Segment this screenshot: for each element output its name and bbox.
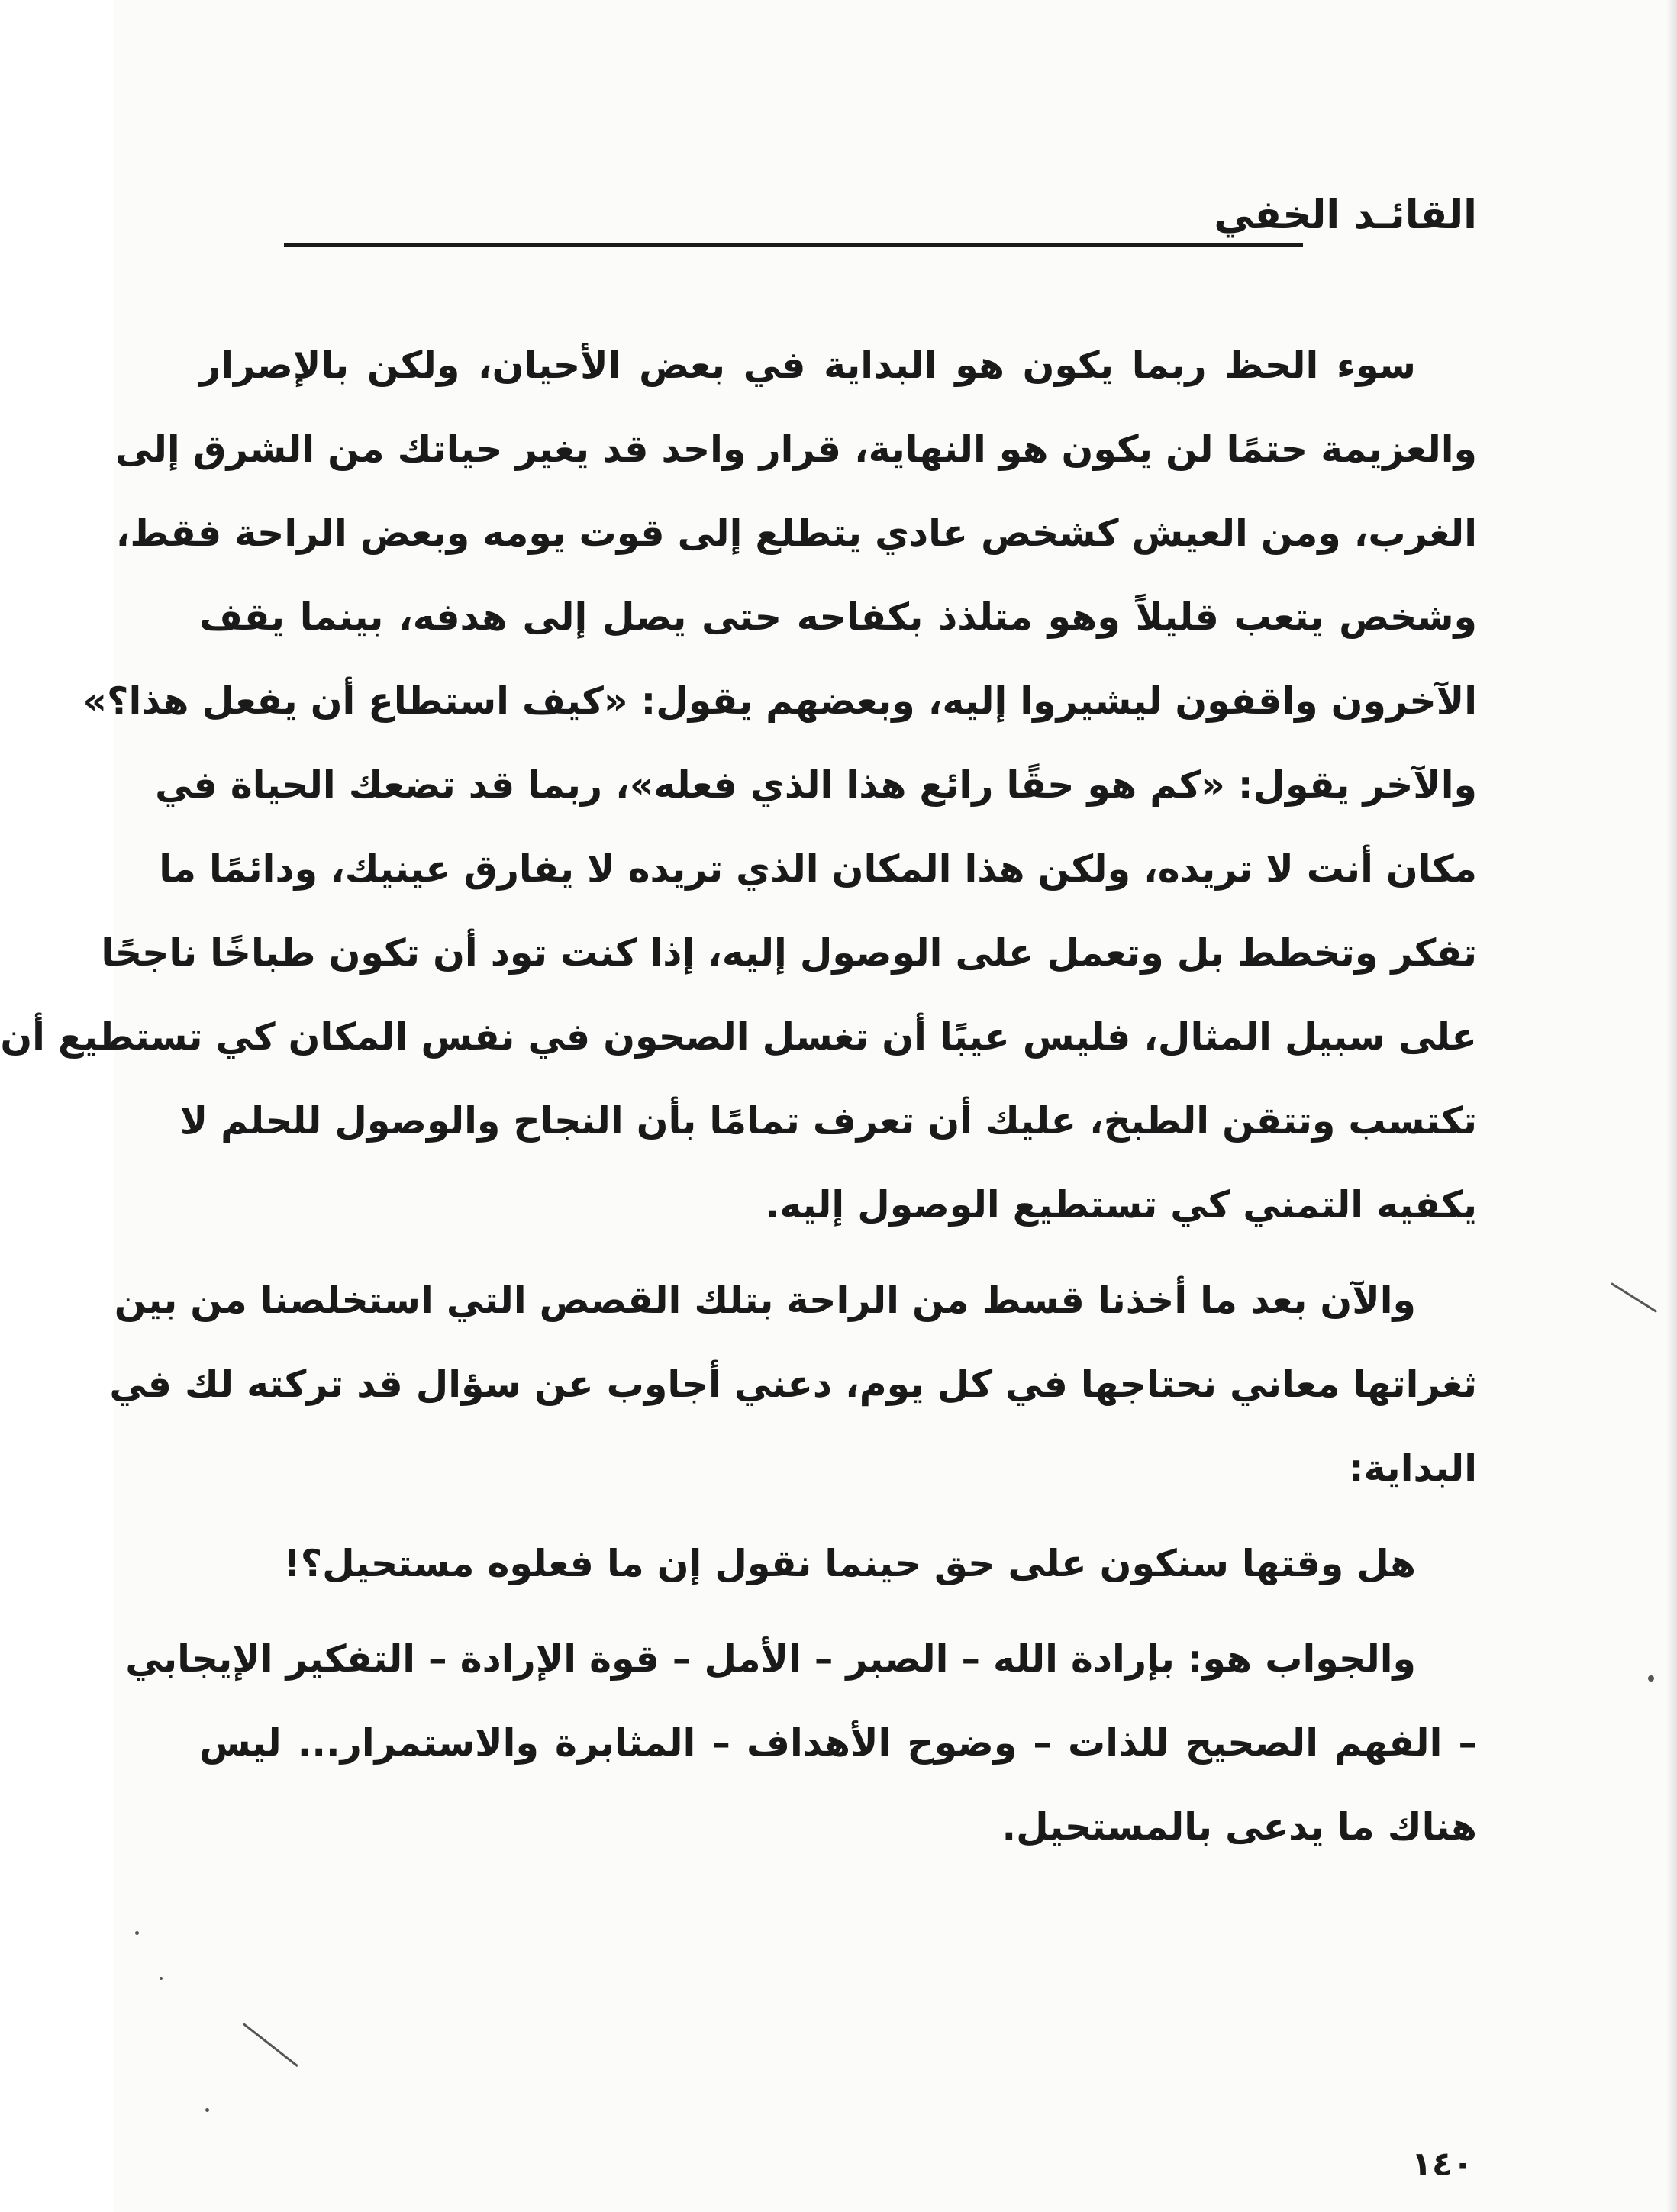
- running-header: [1214, 192, 1477, 238]
- text-line: الآخرون واقفون ليشيروا إليه، وبعضهم يقول: «كيف استطاع أن يفعل هذا؟»: [82, 679, 1477, 723]
- text-line: سوء الحظ ربما يكون هو البداية في بعض الأحيان، ولكن بالإصرار: [199, 343, 1416, 387]
- header-rule: [284, 243, 1303, 247]
- scan-speck: [135, 1931, 139, 1935]
- text-line: هل وقتها سنكون على حق حينما نقول إن ما فعلوه مستحيل؟!: [283, 1542, 1416, 1585]
- text-line: على سبيل المثال، فليس عيبًا أن تغسل الصحون في نفس المكان كي تستطيع أن: [0, 1015, 1477, 1059]
- text-line: الغرب، ومن العيش كشخص عادي يتطلع إلى قوت يومه وبعض الراحة فقط،: [115, 511, 1477, 555]
- book-title: القائـد الخفي: [1214, 192, 1477, 238]
- text-line: ثغراتها معاني نحتاجها في كل يوم، دعني أجاوب عن سؤال قد تركته لك في: [109, 1362, 1477, 1406]
- page-number: ١٤٠: [1411, 2145, 1473, 2184]
- text-line: والآخر يقول: «كم هو حقًا رائع هذا الذي فعله»، ربما قد تضعك الحياة في: [155, 763, 1477, 807]
- text-line: – الفهم الصحيح للذات – وضوح الأهداف – المثابرة والاستمرار... ليس: [199, 1721, 1477, 1765]
- text-line: تكتسب وتتقن الطبخ، عليك أن تعرف تمامًا بأن النجاح والوصول للحلم لا: [179, 1099, 1477, 1143]
- scan-speck: [205, 2108, 209, 2112]
- text-line: البداية:: [1348, 1446, 1477, 1490]
- text-line: تفكر وتخطط بل وتعمل على الوصول إليه، إذا كنت تود أن تكون طباخًا ناجحًا: [101, 931, 1477, 975]
- text-line: وشخص يتعب قليلاً وهو متلذذ بكفاحه حتى يصل إلى هدفه، بينما يقف: [199, 595, 1477, 639]
- text-line: يكفيه التمني كي تستطيع الوصول إليه.: [765, 1183, 1477, 1227]
- text-line: والعزيمة حتمًا لن يكون هو النهاية، قرار واحد قد يغير حياتك من الشرق إلى: [114, 427, 1477, 471]
- scan-scratch: [243, 2023, 298, 2067]
- scan-speck: [160, 1977, 163, 1980]
- text-line: هناك ما يدعى بالمستحيل.: [1001, 1805, 1477, 1849]
- text-line: والجواب هو: بإرادة الله – الصبر – الأمل – قوة الإرادة – التفكير الإيجابي: [125, 1637, 1416, 1681]
- text-line: مكان أنت لا تريده، ولكن هذا المكان الذي تريده لا يفارق عينيك، ودائمًا ما: [159, 847, 1477, 891]
- text-line: والآن بعد ما أخذنا قسط من الراحة بتلك القصص التي استخلصنا من بين: [114, 1279, 1416, 1322]
- page-edge-shadow: [1666, 0, 1677, 2212]
- scan-scratch: [1611, 1282, 1657, 1313]
- scan-speck: [1648, 1675, 1654, 1682]
